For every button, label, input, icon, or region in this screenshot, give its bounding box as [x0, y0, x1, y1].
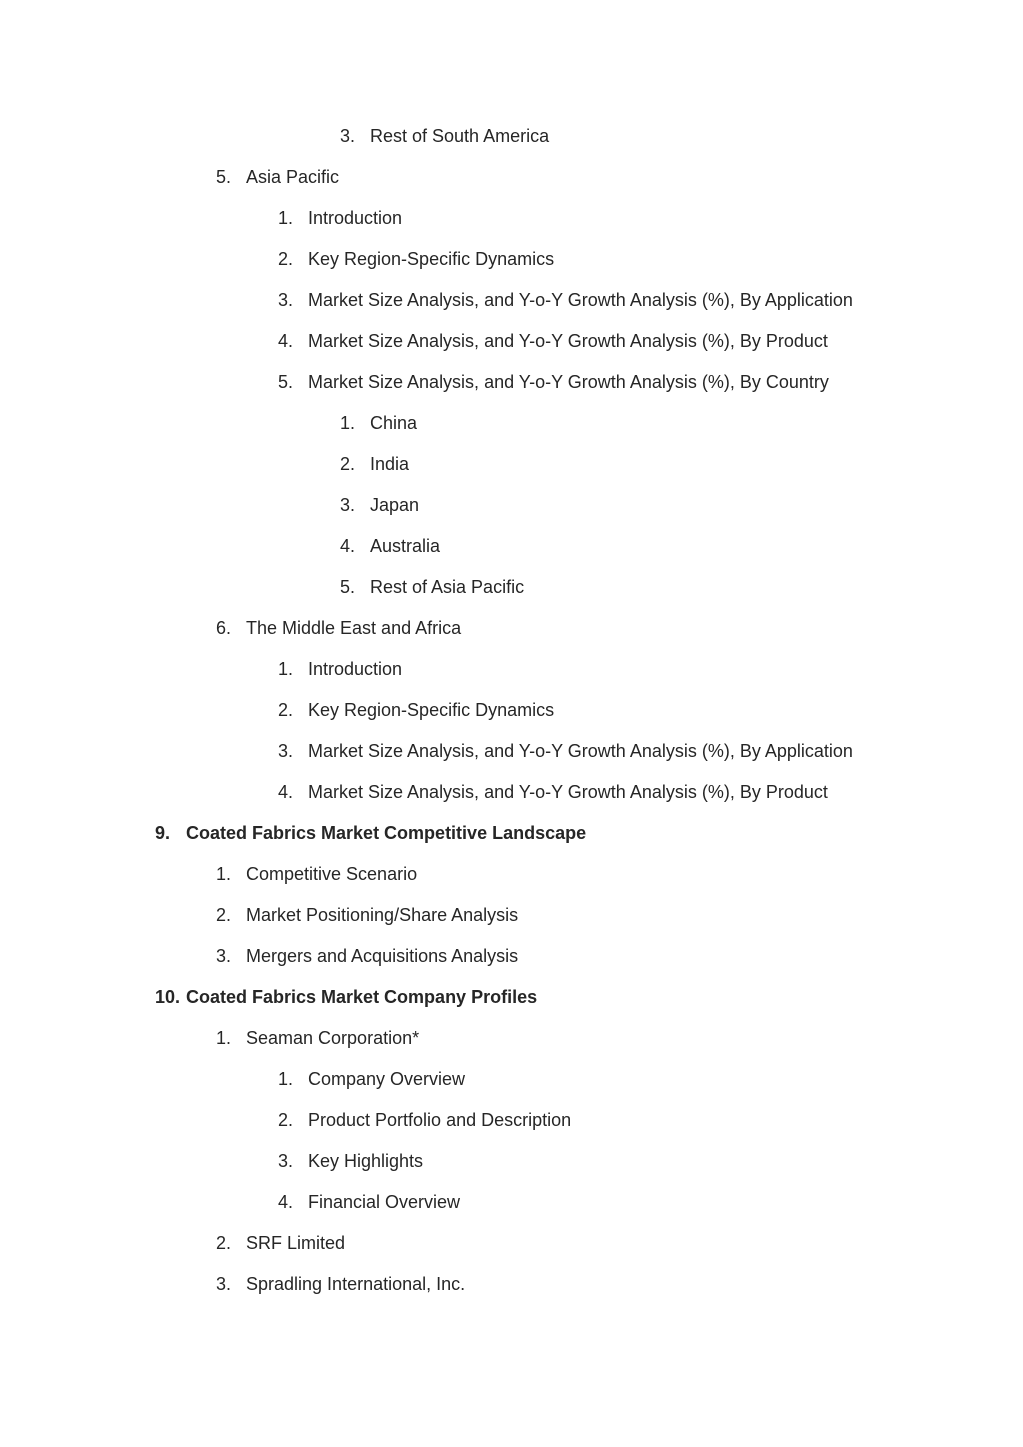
- toc-item-text: Key Region-Specific Dynamics: [308, 700, 555, 720]
- toc-item: [324, 124, 549, 148]
- toc-item: [262, 698, 554, 722]
- toc-item-text: Market Size Analysis, and Y-o-Y Growth Analysis (%), By Product: [308, 782, 828, 802]
- toc-item-text: Asia Pacific: [246, 167, 340, 187]
- toc-item-number: 1.: [277, 659, 293, 679]
- toc-section-number: 9.: [155, 823, 171, 843]
- toc-item-text: Introduction: [308, 208, 403, 228]
- toc-item: [262, 780, 828, 804]
- toc-item: [262, 206, 402, 230]
- toc-item: [200, 1231, 345, 1255]
- toc-section-number: 10.: [155, 987, 181, 1007]
- toc-item: [262, 1108, 571, 1132]
- toc-item-number: 4.: [339, 536, 355, 556]
- toc-item: [262, 1149, 423, 1173]
- toc-item: [200, 944, 518, 968]
- toc-item-number: 4.: [277, 1192, 293, 1212]
- toc-item-number: 2.: [215, 1233, 231, 1253]
- toc-item: [200, 1026, 419, 1050]
- toc-item-number: 6.: [215, 618, 231, 638]
- toc-item: [324, 493, 419, 517]
- toc-item-text: Market Size Analysis, and Y-o-Y Growth Analysis (%), By Application: [308, 741, 853, 761]
- toc-item: [324, 534, 440, 558]
- toc-item-text: The Middle East and Africa: [246, 618, 462, 638]
- toc-item-text: Competitive Scenario: [246, 864, 418, 884]
- toc-item-text: Key Highlights: [308, 1151, 424, 1171]
- toc-item-text: Key Region-Specific Dynamics: [308, 249, 555, 269]
- toc-item: [262, 657, 402, 681]
- toc-section-heading: [155, 821, 586, 845]
- toc-item-text: Market Size Analysis, and Y-o-Y Growth Analysis (%), By Country: [308, 372, 829, 392]
- toc-section-text: Coated Fabrics Market Company Profiles: [186, 987, 538, 1007]
- toc-item-text: India: [370, 454, 410, 474]
- toc-item-number: 2.: [277, 700, 293, 720]
- toc-section-text: Coated Fabrics Market Competitive Landscape: [186, 823, 587, 843]
- toc-item: [262, 1190, 460, 1214]
- toc-item: [200, 862, 417, 886]
- toc-item-number: 1.: [215, 864, 231, 884]
- toc-item-number: 4.: [277, 331, 293, 351]
- toc-item-text: China: [370, 413, 418, 433]
- toc-item-number: 3.: [339, 495, 355, 515]
- toc-item-number: 1.: [339, 413, 355, 433]
- toc-item-number: 3.: [277, 741, 293, 761]
- toc-item: [200, 1272, 465, 1296]
- toc-item: [262, 370, 829, 394]
- toc-item-number: 3.: [215, 946, 231, 966]
- toc-item: [262, 329, 828, 353]
- toc-item: [200, 165, 339, 189]
- toc-item-number: 1.: [215, 1028, 231, 1048]
- toc-item-text: Spradling International, Inc.: [246, 1274, 466, 1294]
- toc-item-text: Product Portfolio and Description: [308, 1110, 572, 1130]
- toc-item-number: 2.: [339, 454, 355, 474]
- toc-item-number: 2.: [277, 1110, 293, 1130]
- toc-item-text: Market Size Analysis, and Y-o-Y Growth Analysis (%), By Application: [308, 290, 853, 310]
- toc-item-text: Rest of Asia Pacific: [370, 577, 525, 597]
- toc-item-text: Australia: [370, 536, 441, 556]
- toc-item: [324, 411, 417, 435]
- toc-item-number: 1.: [277, 1069, 293, 1089]
- toc-item-number: 3.: [277, 1151, 293, 1171]
- toc-item-text: Japan: [370, 495, 420, 515]
- toc-item-text: SRF Limited: [246, 1233, 346, 1253]
- toc-item-number: 5.: [277, 372, 293, 392]
- toc-item-text: Company Overview: [308, 1069, 466, 1089]
- toc-item: [262, 288, 853, 312]
- toc-item: [200, 616, 461, 640]
- toc-item-number: 1.: [277, 208, 293, 228]
- toc-item: [262, 739, 853, 763]
- toc-item-number: 3.: [277, 290, 293, 310]
- toc-item: [262, 247, 554, 271]
- toc-item-number: 2.: [215, 905, 231, 925]
- toc-item-text: Market Positioning/Share Analysis: [246, 905, 519, 925]
- toc-item-text: Seaman Corporation*: [246, 1028, 420, 1048]
- toc-item-text: Market Size Analysis, and Y-o-Y Growth Analysis (%), By Product: [308, 331, 828, 351]
- toc-item: [200, 903, 518, 927]
- toc-item: [324, 575, 524, 599]
- toc-item-number: 5.: [339, 577, 355, 597]
- toc-item: [262, 1067, 465, 1091]
- toc-item-number: 4.: [277, 782, 293, 802]
- toc-item-text: Financial Overview: [308, 1192, 461, 1212]
- toc-item: [324, 452, 409, 476]
- toc-item-number: 2.: [277, 249, 293, 269]
- toc-section-heading: [155, 985, 537, 1009]
- toc-item-text: Introduction: [308, 659, 403, 679]
- toc-item-text: Mergers and Acquisitions Analysis: [246, 946, 519, 966]
- toc-item-number: 3.: [215, 1274, 231, 1294]
- toc-item-text: Rest of South America: [370, 126, 550, 146]
- toc-item-number: 3.: [339, 126, 355, 146]
- toc-item-number: 5.: [215, 167, 231, 187]
